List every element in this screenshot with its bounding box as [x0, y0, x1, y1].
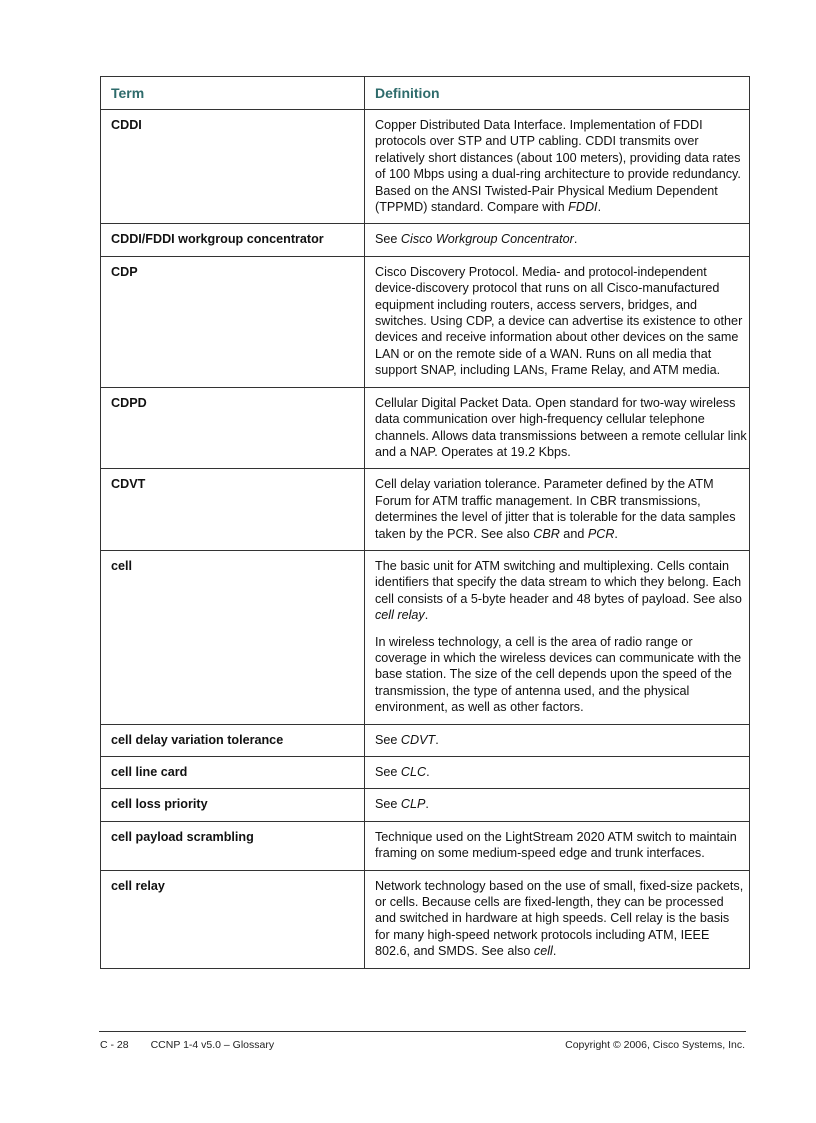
- term-cell: cell loss priority: [101, 789, 365, 821]
- column-header-term: Term: [101, 77, 365, 110]
- term-cell: CDDI/FDDI workgroup concentrator: [101, 224, 365, 256]
- cross-reference: cell: [533, 944, 553, 959]
- definition-cell: [365, 550, 750, 724]
- cross-reference: Cisco Workgroup Concentrator: [400, 232, 574, 247]
- definition-cell: [365, 224, 750, 256]
- table-header-row: [101, 77, 750, 110]
- definition-cell: [365, 870, 750, 968]
- definition-paragraph: Copper Distributed Data Interface. Implementation of FDDI protocols over STP and UTP cabling. CDDI transmits over relatively short distances (about 100 meters), providing data rates of 100 Mbps using a dual-ring architecture to provide redundancy. Based on the ANSI Twisted-Pair Physical Medium Dependent (TPPMD) standard. Compare with FDDI.: [375, 118, 741, 215]
- table-row: [101, 550, 750, 724]
- definition-paragraph: See CLC.: [375, 765, 430, 779]
- term-cell: CDPD: [101, 387, 365, 469]
- table-row: [101, 110, 750, 224]
- definition-cell: [365, 469, 750, 551]
- term-cell: cell delay variation tolerance: [101, 724, 365, 756]
- cross-reference: CDVT: [400, 732, 436, 747]
- definition-cell: [365, 387, 750, 469]
- definition-paragraph: In wireless technology, a cell is the area of radio range or coverage in which the wireless devices can communicate with the base station. The size of the cell depends upon the speed of the transmission, the type of antenna used, and the physical environment, as well as other factors.: [375, 634, 742, 715]
- footer-left: [100, 1039, 274, 1051]
- definition-paragraph: The basic unit for ATM switching and multiplexing. Cells contain identifiers that specify the data stream to which they belong. Each cell consists of a 5-byte header and 48 bytes of payload. See also cell relay.: [375, 558, 742, 623]
- definition-paragraph: Cellular Digital Packet Data. Open standard for two-way wireless data communication over high-frequency cellular telephone channels. Allows data transmissions between a remote cellular link and a NAP. Operates at 19.2 Kbps.: [375, 395, 747, 459]
- term-cell: cell payload scrambling: [101, 821, 365, 870]
- column-header-definition: Definition: [365, 77, 750, 110]
- definition-paragraph: Cisco Discovery Protocol. Media- and protocol-independent device-discovery protocol that runs on all Cisco-manufactured equipment including routers, access servers, bridges, and switches. Using CDP, a device can advertise its existence to other devices and receive information about other devices on the same LAN or on the remote side of a WAN. Runs on all media that support SNAP, including LANs, Frame Relay, and ATM media.: [375, 264, 743, 378]
- term-cell: cell line card: [101, 757, 365, 789]
- cross-reference: FDDI: [568, 200, 598, 215]
- definition-cell: [365, 110, 750, 224]
- page-number: C - 28: [100, 1039, 129, 1051]
- definition-paragraph: See CLP.: [375, 797, 429, 812]
- definition-paragraph: Cell delay variation tolerance. Parameter defined by the ATM Forum for ATM traffic management. In CBR transmissions, determines the level of jitter that is tolerable for the data samples taken by the PCR. See also CBR and PCR.: [375, 477, 736, 541]
- table-row: [101, 256, 750, 387]
- term-cell: CDP: [101, 256, 365, 387]
- definition-paragraph: See Cisco Workgroup Concentrator.: [375, 232, 578, 247]
- table-row: [101, 757, 750, 789]
- table-row: [101, 724, 750, 756]
- glossary-table: [100, 76, 750, 969]
- copyright-notice: Copyright © 2006, Cisco Systems, Inc.: [565, 1039, 745, 1051]
- definition-cell: [365, 789, 750, 821]
- term-cell: cell relay: [101, 870, 365, 968]
- table-row: [101, 469, 750, 551]
- footer-divider: [99, 1031, 746, 1032]
- definition-paragraph: Network technology based on the use of small, fixed-size packets, or cells. Because cells are fixed-length, they can be processed and switched in hardware at high speeds. Cell relay is the basis for many high-speed network protocols including ATM, IEEE 802.6, and SMDS. See also cell.: [375, 878, 744, 959]
- document-title: CCNP 1-4 v5.0 – Glossary: [150, 1039, 275, 1051]
- term-cell: cell: [101, 550, 365, 724]
- cross-reference: cell relay: [375, 608, 425, 623]
- glossary-body: [101, 110, 750, 969]
- definition-cell: [365, 821, 750, 870]
- definition-paragraph: See CDVT.: [375, 732, 439, 747]
- cross-reference: PCR: [587, 526, 615, 541]
- table-row: [101, 224, 750, 256]
- cross-reference: CLP: [400, 797, 426, 812]
- table-row: [101, 789, 750, 821]
- definition-cell: [365, 757, 750, 789]
- cross-reference: CBR: [533, 526, 560, 541]
- table-row: [101, 870, 750, 968]
- cross-reference: CLC: [400, 765, 427, 779]
- definition-cell: [365, 256, 750, 387]
- table-row: [101, 821, 750, 870]
- term-cell: CDDI: [101, 110, 365, 224]
- term-cell: CDVT: [101, 469, 365, 551]
- definition-cell: [365, 724, 750, 756]
- table-row: [101, 387, 750, 469]
- definition-paragraph: Technique used on the LightStream 2020 ATM switch to maintain framing on some medium-speed edge and trunk interfaces.: [375, 829, 737, 861]
